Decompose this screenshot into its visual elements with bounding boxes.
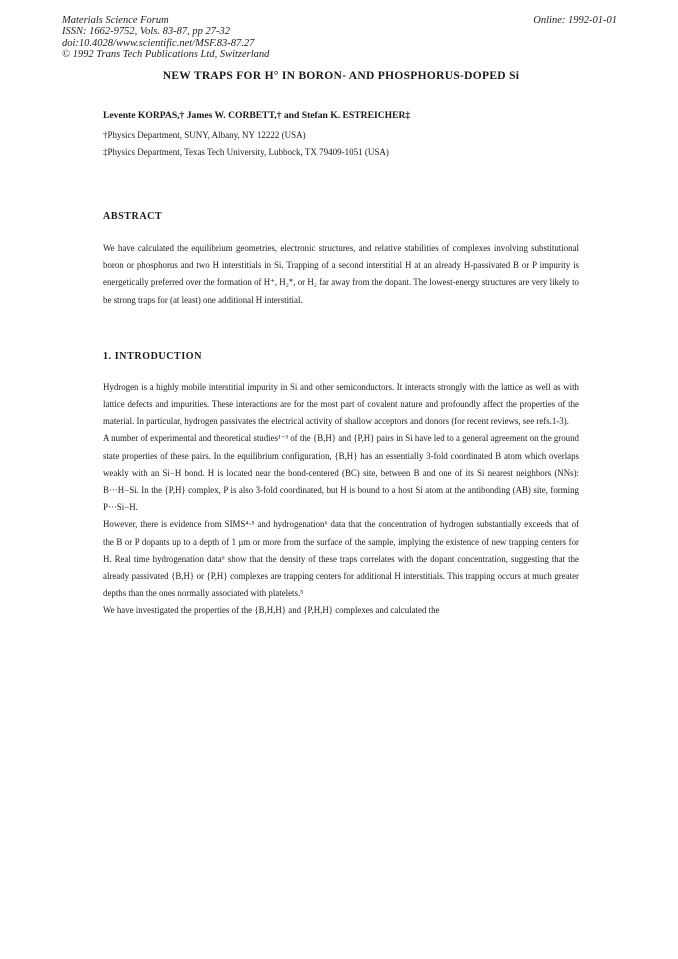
citation-header — [62, 15, 617, 61]
abstract-heading: ABSTRACT — [103, 211, 163, 222]
introduction-body — [103, 379, 579, 620]
issn-line: ISSN: 1662-9752, Vols. 83-87, pp 27-32 — [62, 26, 230, 38]
intro-paragraph: However, there is evidence from SIMS⁴·⁵ and hydrogenation⁶ data that the concentration of hydrogen substantially exceeds that of the B or P dopants up to a depth of 1 μm or more from the surface of the sample, implying the existence of new trapping centers for H. Real time hydrogenation data⁶ show that the density of these traps correlates with the dopant concentration, suggesting that the already passivated {B,H} or {P,H} complexes are trapping centers for additional H interstitials. This trapping occurs at much greater depths than the ones normally associated with platelets.⁵ — [103, 519, 579, 599]
paper-title: NEW TRAPS FOR H° IN BORON- AND PHOSPHORUS-DOPED Si — [162, 70, 520, 82]
online-date: Online: 1992-01-01 — [533, 15, 617, 26]
introduction-heading: 1. INTRODUCTION — [103, 350, 203, 362]
author-list: Levente KORPAS,† James W. CORBETT,† and Stefan K. ESTREICHER‡ — [103, 110, 411, 121]
abstract-text: We have calculated the equilibrium geometries, electronic structures, and relative stabilities of complexes involving substitutional boron or phosphorus and two H interstitials in Si. Trapping of a second interstitial H at an already H-passivated B or P impurity is energetically preferred over the formation of H⁺, H₂*, or H₂ far away from the dopant. The lowest-energy structures are very likely to be strong traps for (at least) one additional H interstitial. — [103, 243, 579, 305]
affiliation-albany: †Physics Department, SUNY, Albany, NY 12222 (USA) — [103, 130, 306, 140]
affiliation-texas-tech: ‡Physics Department, Texas Tech University, Lubbock, TX 79409-1051 (USA) — [103, 147, 389, 157]
intro-paragraph: Hydrogen is a highly mobile interstitial impurity in Si and other semiconductors. It interacts strongly with the lattice as well as with lattice defects and impurities. These interactions are for the most part of covalent nature and profoundly affect the properties of the material. In particular, hydrogen passivates the electrical activity of shallow acceptors and donors (for recent reviews, see refs.1-3). — [103, 381, 579, 427]
copyright-line: © 1992 Trans Tech Publications Ltd, Switzerland — [62, 49, 270, 61]
intro-paragraph: We have investigated the properties of the {B,H,H} and {P,H,H} complexes and calculated the — [103, 605, 440, 616]
intro-paragraph: A number of experimental and theoretical studies¹⁻³ of the {B,H} and {P,H} pairs in Si have led to a general agreement on the ground state properties of these pairs. In the equilibrium configuration, {B,H} has an essentially 3-fold coordinated B atom which overlaps weakly with an Si−H bond. H is located near the bond-centered (BC) site, between B and one of its Si nearest neighbors (NNs): B···H−Si. In the {P,H} complex, P is also 3-fold coordinated, but H is bound to a host Si atom at the antibonding (AB) site, forming P···Si−H. — [103, 433, 579, 513]
paper-body — [103, 70, 579, 620]
doi-line[interactable]: doi:10.4028/www.scientific.net/MSF.83-87.27 — [62, 37, 255, 49]
journal-name: Materials Science Forum — [62, 15, 169, 26]
